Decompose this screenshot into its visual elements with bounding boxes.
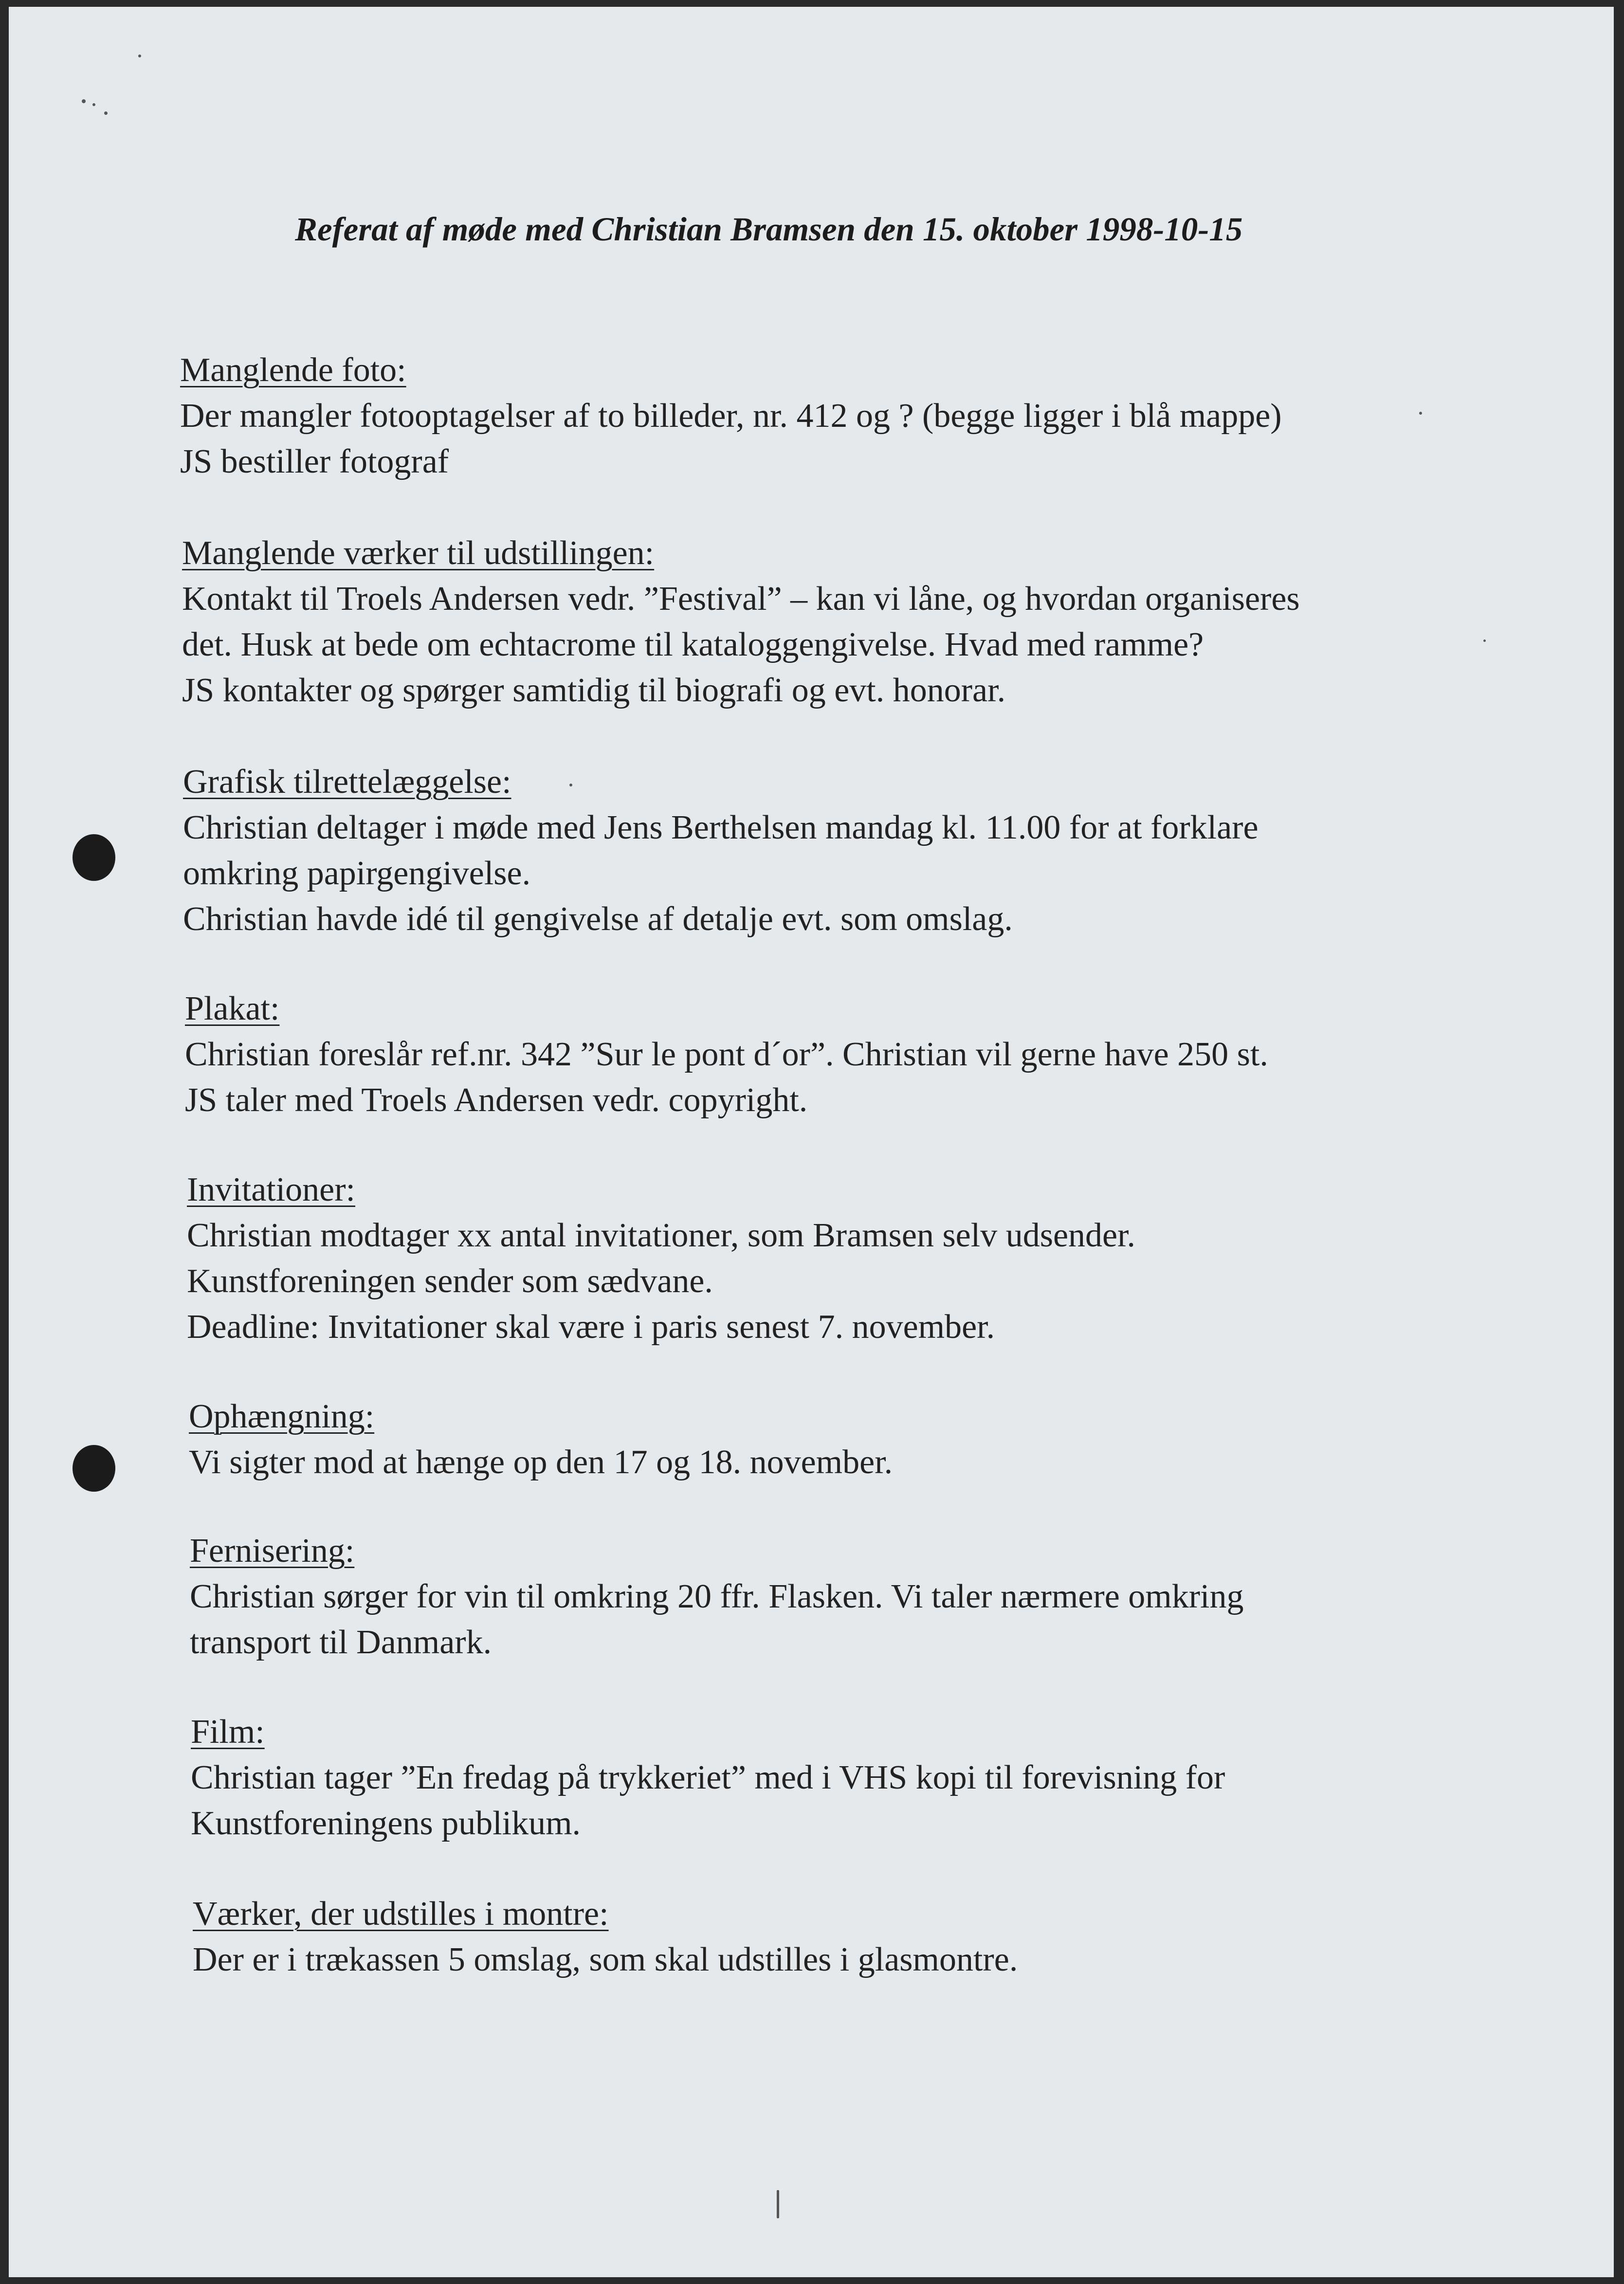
section-line: Christian modtager xx antal invitationer, som Bramsen selv udsender.	[187, 1217, 1136, 1254]
section-line: Christian deltager i møde med Jens Berthelsen mandag kl. 11.00 for at forklare	[183, 809, 1259, 846]
section-line: omkring papirgengivelse.	[183, 855, 531, 892]
section-plakat	[185, 986, 1499, 1123]
section-heading: Film:	[191, 1713, 265, 1751]
section-vaerker-montre	[193, 1891, 1507, 1983]
section-invitationer	[187, 1167, 1501, 1350]
section-line: Christian sørger for vin til omkring 20 ffr. Flasken. Vi taler nærmere omkring	[190, 1578, 1244, 1615]
paper-mark	[777, 2190, 779, 2218]
section-line: Kontakt til Troels Andersen vedr. ”Festival” – kan vi låne, og hvordan organiseres	[182, 580, 1300, 618]
section-line: Vi sigter mod at hænge op den 17 og 18. november.	[189, 1443, 893, 1481]
section-heading: Værker, der udstilles i montre:	[193, 1895, 609, 1933]
section-heading: Ophængning:	[189, 1398, 375, 1435]
section-ophaengning	[189, 1394, 1503, 1485]
section-line: Christian havde idé til gengivelse af detalje evt. som omslag.	[183, 900, 1013, 938]
document-title: Referat af møde med Christian Bramsen den 15. oktober 1998-10-15	[295, 211, 1243, 248]
section-line: Christian foreslår ref.nr. 342 ”Sur le pont d´or”. Christian vil gerne have 250 st.	[185, 1036, 1268, 1073]
section-line: Der mangler fotooptagelser af to billeder, nr. 412 og ? (begge ligger i blå mappe)	[180, 397, 1282, 435]
section-line: Der er i trækassen 5 omslag, som skal udstilles i glasmontre.	[193, 1941, 1018, 1978]
section-heading: Invitationer:	[187, 1171, 356, 1208]
section-film	[191, 1709, 1505, 1846]
section-heading: Manglende værker til udstillingen:	[182, 534, 655, 572]
section-line: Deadline: Invitationer skal være i paris senest 7. november.	[187, 1308, 995, 1346]
section-line: Kunstforeningens publikum.	[191, 1805, 581, 1842]
paper-speck	[138, 55, 141, 57]
section-line: JS taler med Troels Andersen vedr. copyright.	[185, 1081, 808, 1119]
section-line: det. Husk at bede om echtacrome til kataloggengivelse. Hvad med ramme?	[182, 626, 1204, 663]
section-fernisering	[190, 1528, 1504, 1665]
section-manglende-foto	[180, 347, 1494, 485]
section-heading: Plakat:	[185, 990, 280, 1027]
section-heading: Fernisering:	[190, 1532, 355, 1570]
section-line: JS bestiller fotograf	[180, 443, 449, 480]
section-manglende-vaerker	[182, 530, 1496, 713]
section-line: JS kontakter og spørger samtidig til biografi og evt. honorar.	[182, 672, 1006, 709]
section-heading: Manglende foto:	[180, 351, 406, 389]
punch-hole	[73, 1445, 115, 1492]
section-grafisk-tilrettelaeggelse	[183, 759, 1497, 942]
paper-speck	[104, 111, 108, 115]
punch-hole	[73, 834, 115, 881]
section-line: Christian tager ”En fredag på trykkeriet” med i VHS kopi til forevisning for	[191, 1759, 1225, 1796]
paper-speck	[82, 99, 86, 103]
section-heading: Grafisk tilrettelæggelse:	[183, 763, 511, 801]
section-line: transport til Danmark.	[190, 1624, 492, 1661]
paper-speck	[92, 103, 95, 106]
section-line: Kunstforeningen sender som sædvane.	[187, 1262, 713, 1300]
document-page	[9, 7, 1614, 2277]
